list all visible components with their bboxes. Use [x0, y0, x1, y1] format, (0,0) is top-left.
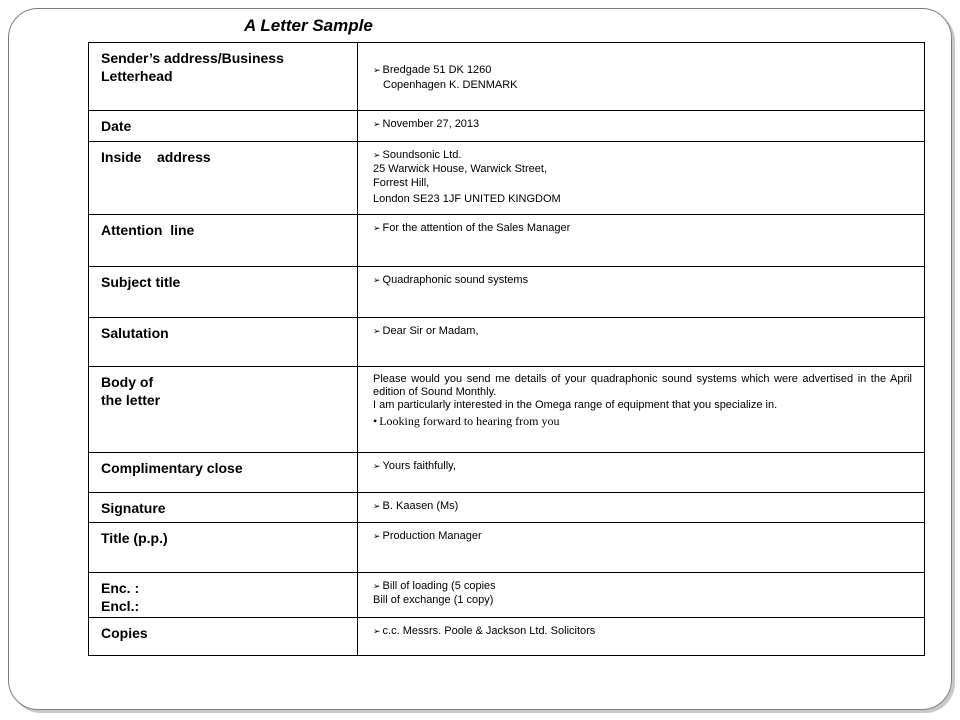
- row-content: ➢ For the attention of the Sales Manager: [358, 215, 925, 267]
- arrow-bullet-icon: ➢: [373, 581, 381, 591]
- row-label: Date: [89, 111, 358, 142]
- arrow-bullet-icon: ➢: [373, 150, 381, 160]
- row-label: Enc. : Encl.:: [89, 573, 358, 618]
- table-row: [89, 43, 925, 111]
- arrow-bullet-icon: ➢: [373, 461, 381, 471]
- arrow-bullet-icon: ➢: [373, 626, 381, 636]
- row-label: Body of the letter: [89, 367, 358, 453]
- row-content: ➢ Bredgade 51 DK 1260 Copenhagen K. DENMARK: [358, 43, 925, 111]
- row-content: ➢ Yours faithfully,: [358, 453, 925, 493]
- row-label: Complimentary close: [89, 453, 358, 493]
- arrow-bullet-icon: ➢: [373, 65, 381, 75]
- arrow-bullet-icon: ➢: [373, 119, 381, 129]
- row-content: ➢ c.c. Messrs. Poole & Jackson Ltd. Solicitors: [358, 618, 925, 656]
- table-row: [89, 573, 925, 618]
- arrow-bullet-icon: ➢: [373, 275, 381, 285]
- table-row: [89, 215, 925, 267]
- table-row: [89, 367, 925, 453]
- row-label: Copies: [89, 618, 358, 656]
- row-content: ➢ November 27, 2013: [358, 111, 925, 142]
- arrow-bullet-icon: ➢: [373, 501, 381, 511]
- table-row: [89, 111, 925, 142]
- row-label: Title (p.p.): [89, 523, 358, 573]
- table-row: [89, 318, 925, 367]
- table-row: [89, 493, 925, 523]
- page-title: A Letter Sample: [244, 16, 373, 35]
- arrow-bullet-icon: ➢: [373, 531, 381, 541]
- row-content: ➢ Dear Sir or Madam,: [358, 318, 925, 367]
- letter-table: [88, 42, 925, 656]
- row-label: Sender’s address/Business Letterhead: [89, 43, 358, 111]
- row-label: Signature: [89, 493, 358, 523]
- table-row: [89, 523, 925, 573]
- body-paragraph: Please would you send me details of your quadraphonic sound systems which were advertised in the April edition of Sound Monthly.: [373, 373, 912, 398]
- table-row: [89, 618, 925, 656]
- row-label: Attention line: [89, 215, 358, 267]
- table-row: [89, 142, 925, 215]
- row-content: Please would you send me details of your quadraphonic sound systems which were advertised in the April edition of Sound Monthly. I am particularly interested in the Omega range of equipment that you specialize in. • Looking forward to hearing from you: [358, 367, 925, 453]
- row-content: ➢ B. Kaasen (Ms): [358, 493, 925, 523]
- row-content: ➢ Production Manager: [358, 523, 925, 573]
- arrow-bullet-icon: ➢: [373, 223, 381, 233]
- row-content: ➢ Bill of loading (5 copies Bill of exchange (1 copy): [358, 573, 925, 618]
- row-content: ➢ Soundsonic Ltd. 25 Warwick House, Warwick Street, Forrest Hill, London SE23 1JF UNITED KINGDOM: [358, 142, 925, 215]
- dot-bullet-icon: •: [373, 414, 378, 428]
- row-label: Salutation: [89, 318, 358, 367]
- table-row: [89, 267, 925, 318]
- row-label: Subject title: [89, 267, 358, 318]
- row-content: ➢ Quadraphonic sound systems: [358, 267, 925, 318]
- arrow-bullet-icon: ➢: [373, 326, 381, 336]
- body-paragraph: I am particularly interested in the Omega range of equipment that you specialize in.: [373, 399, 778, 411]
- table-row: [89, 453, 925, 493]
- row-label: Inside address: [89, 142, 358, 215]
